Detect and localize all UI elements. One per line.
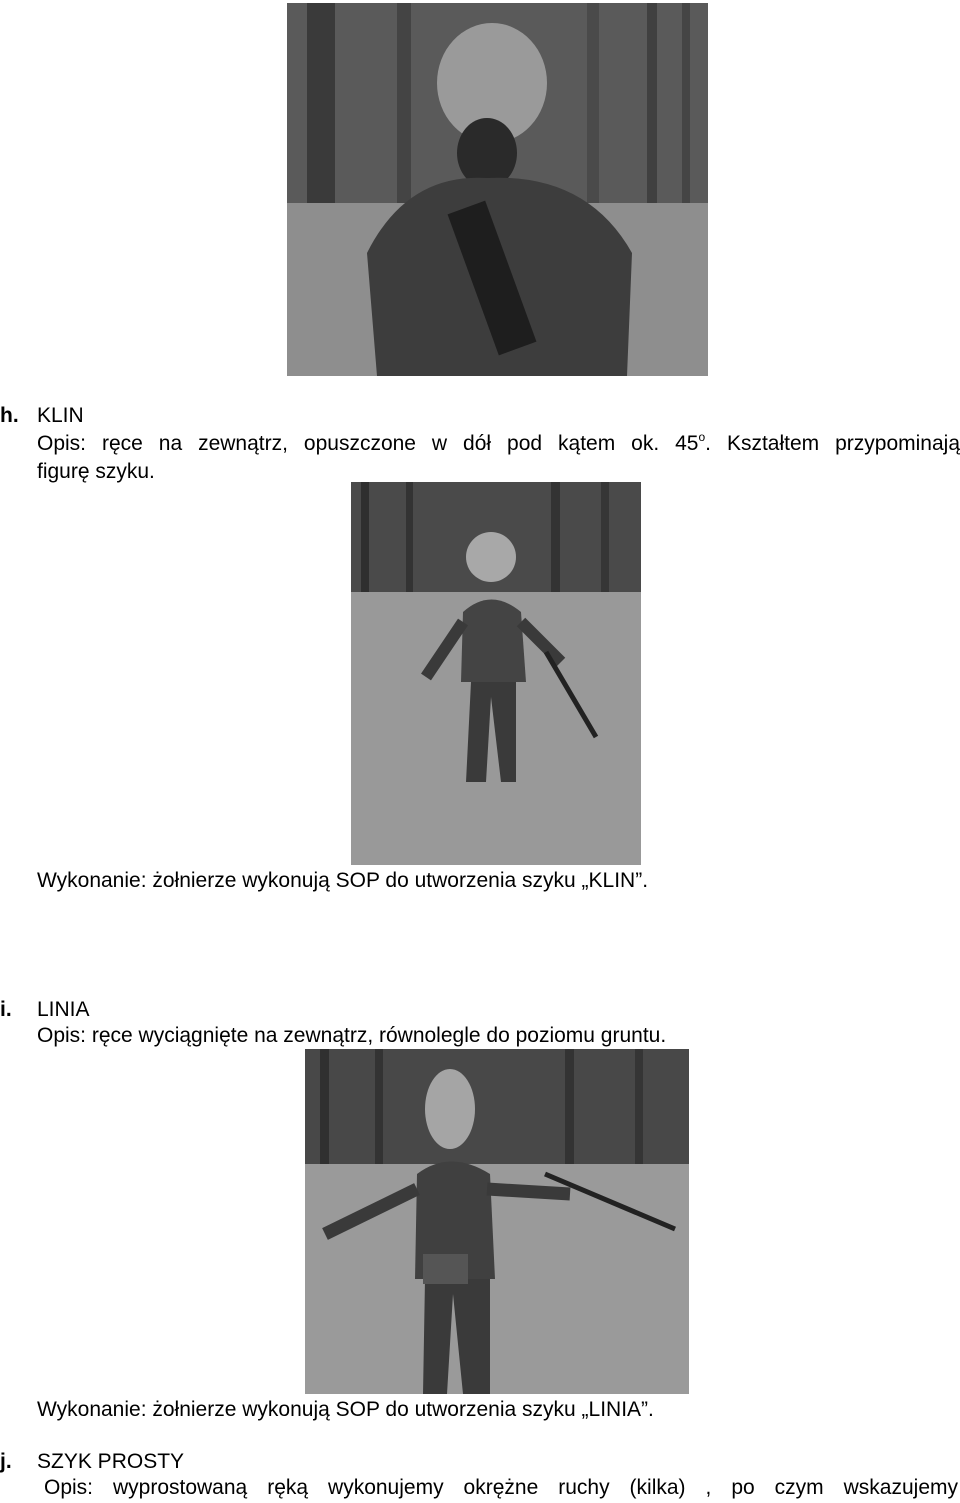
section-h-letter: h. — [0, 404, 19, 427]
section-i-title: LINIA — [37, 998, 90, 1021]
section-h-desc-text-end: . Kształtem przypominają — [705, 432, 960, 455]
degree-sup: o — [698, 430, 706, 444]
section-j-title: SZYK PROSTY — [37, 1450, 185, 1473]
section-h-heading — [0, 402, 84, 430]
section-h-title: KLIN — [37, 404, 84, 427]
section-i-letter: i. — [0, 998, 12, 1021]
section-j-description: Opis: wyprostowaną ręką wykonujemy okrężne ruchy (kilka) , po czym wskazujemy — [44, 1476, 958, 1499]
soldier-linia-photo — [305, 1049, 689, 1394]
section-j-heading — [0, 1448, 184, 1476]
section-h-desc-line2: figurę szyku. — [37, 460, 155, 483]
soldier-signal-photo — [287, 3, 708, 376]
section-i-description: Opis: ręce wyciągnięte na zewnątrz, równolegle do poziomu gruntu. — [37, 1024, 667, 1047]
section-h-desc-text: Opis: ręce na zewnątrz, opuszczone w dół pod kątem ok. 45 — [37, 432, 699, 455]
section-h-desc-line1 — [37, 430, 960, 458]
soldier-klin-photo — [351, 482, 641, 865]
section-h-execution: Wykonanie: żołnierze wykonują SOP do utworzenia szyku „KLIN”. — [37, 869, 649, 892]
section-h-description — [37, 430, 960, 458]
section-j-letter: j. — [0, 1450, 12, 1473]
section-i-heading — [0, 996, 90, 1024]
section-i-execution: Wykonanie: żołnierze wykonują SOP do utworzenia szyku „LINIA”. — [37, 1398, 654, 1421]
